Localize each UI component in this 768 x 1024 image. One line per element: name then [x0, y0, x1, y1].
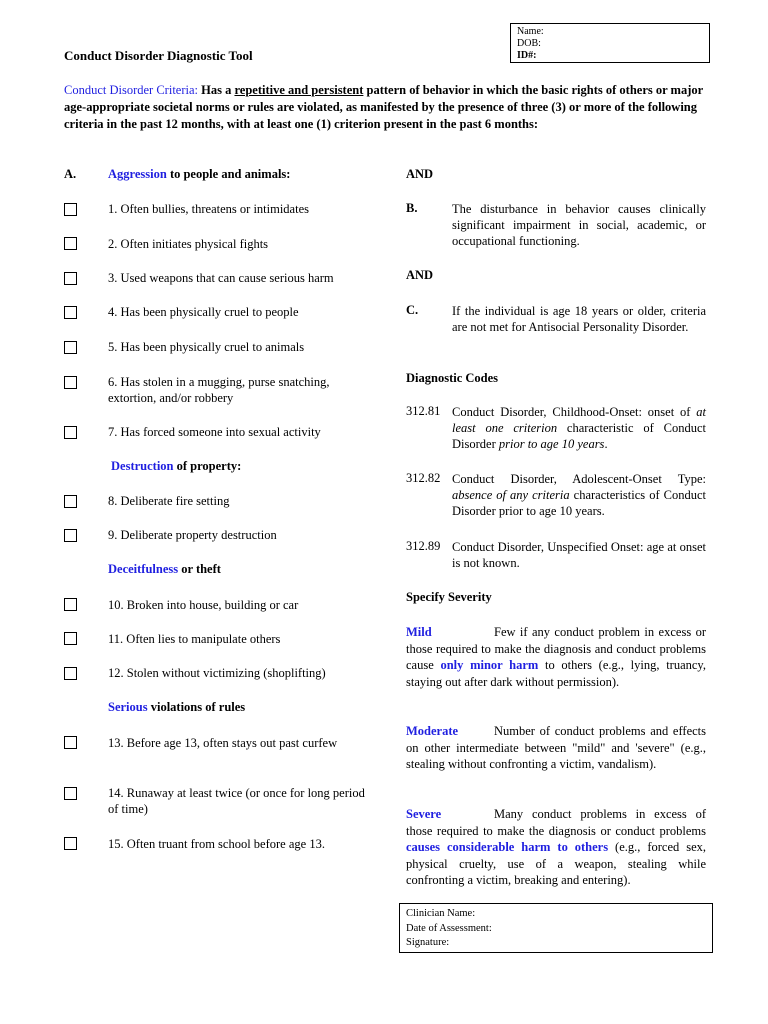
- patient-id-box: [510, 23, 710, 63]
- and-label: AND: [406, 167, 434, 181]
- section-a-letter: A.: [64, 167, 77, 181]
- criterion-item: 2. Often initiates physical fights: [108, 237, 269, 251]
- checkbox-5[interactable]: [64, 341, 77, 354]
- checkbox-8[interactable]: [64, 495, 77, 508]
- criterion-item: 8. Deliberate fire setting: [108, 494, 230, 508]
- category-destruction: Destruction of property:: [111, 459, 242, 473]
- checkbox-6[interactable]: [64, 376, 77, 389]
- criterion-item: 3. Used weapons that can cause serious harm: [108, 271, 334, 285]
- severity-mild-label: Mild: [406, 625, 432, 639]
- criterion-item: 10. Broken into house, building or car: [108, 598, 299, 612]
- id-field[interactable]: ID#:: [517, 50, 537, 61]
- severity-moderate: Moderate Number of conduct problems and effects on other intermediate between "mild" and 'severe" (e.g., stealing without confronting a victim, vandalism).: [406, 724, 706, 771]
- checkbox-13[interactable]: [64, 736, 77, 749]
- dob-field[interactable]: DOB:: [517, 38, 541, 49]
- assessment-date-field[interactable]: Date of Assessment:: [406, 922, 492, 934]
- diagnostic-code-text: Conduct Disorder, Unspecified Onset: age at onset is not known.: [452, 540, 706, 570]
- severity-mild: Mild Few if any conduct problem in excess or those required to make the diagnosis and conduct problems cause only minor harm to others (e.g., lying, truancy, staying out after dark without permission).: [406, 625, 706, 689]
- category-serious: Serious violations of rules: [108, 700, 246, 714]
- diagnostic-code: 312.89: [406, 539, 441, 553]
- criterion-item: 11. Often lies to manipulate others: [108, 632, 281, 646]
- checkbox-12[interactable]: [64, 667, 77, 680]
- section-a-heading: Aggression to people and animals:: [108, 167, 291, 181]
- signature-field[interactable]: Signature:: [406, 937, 450, 948]
- page-title: Conduct Disorder Diagnostic Tool: [64, 48, 253, 63]
- checkbox-11[interactable]: [64, 632, 77, 645]
- criterion-item: 14. Runaway at least twice (or once for long period of time): [108, 786, 365, 816]
- checkbox-7[interactable]: [64, 426, 77, 439]
- criterion-c-text: If the individual is age 18 years or older, criteria are not met for Antisocial Personality Disorder.: [452, 304, 706, 334]
- diagnostic-codes-heading: Diagnostic Codes: [406, 371, 499, 385]
- criteria-lead: Conduct Disorder Criteria:: [64, 83, 198, 97]
- criteria-intro: Conduct Disorder Criteria: Has a repetitive and persistent pattern of behavior in which the basic rights of others or major age-appropriate societal norms or rules are violated, as manifested by the presence of three (3) or more of the following criteria in the past 12 months, with at least one (1) criterion present in the past 6 months:: [64, 83, 703, 131]
- criteria-emphasis: repetitive and persistent: [234, 83, 364, 97]
- checkbox-15[interactable]: [64, 837, 77, 850]
- diagnostic-code-text: Conduct Disorder, Adolescent-Onset Type: absence of any criteria characteristics of Conduct Disorder prior to age 10 years.: [452, 472, 706, 518]
- criterion-item: 12. Stolen without victimizing (shoplifting): [108, 666, 326, 680]
- checkbox-9[interactable]: [64, 529, 77, 542]
- criterion-item: 5. Has been physically cruel to animals: [108, 340, 305, 354]
- criterion-item: 6. Has stolen in a mugging, purse snatching, extortion, and/or robbery: [108, 375, 330, 405]
- severity-moderate-label: Moderate: [406, 724, 459, 738]
- criterion-item: 15. Often truant from school before age 13.: [108, 837, 325, 851]
- clinician-box: [399, 903, 713, 953]
- criterion-item: 9. Deliberate property destruction: [108, 528, 277, 542]
- criterion-b-letter: B.: [406, 201, 418, 215]
- name-field[interactable]: Name:: [517, 26, 544, 37]
- severity-heading: Specify Severity: [406, 590, 492, 604]
- diagnostic-code: 312.81: [406, 404, 441, 418]
- checkbox-2[interactable]: [64, 237, 77, 250]
- checkbox-14[interactable]: [64, 787, 77, 800]
- criterion-b-text: The disturbance in behavior causes clinically significant impairment in social, academic, or occupational functioning.: [452, 202, 706, 248]
- criterion-c-letter: C.: [406, 303, 419, 317]
- checkbox-1[interactable]: [64, 203, 77, 216]
- checkbox-10[interactable]: [64, 598, 77, 611]
- severity-severe-label: Severe: [406, 807, 442, 821]
- and-label: AND: [406, 268, 434, 282]
- checkbox-3[interactable]: [64, 272, 77, 285]
- criterion-item: 7. Has forced someone into sexual activity: [108, 425, 321, 439]
- criterion-item: 1. Often bullies, threatens or intimidates: [108, 202, 309, 216]
- clinician-name-field[interactable]: Clinician Name:: [406, 908, 476, 919]
- diagnostic-code-text: Conduct Disorder, Childhood-Onset: onset of at least one criterion characteristic of Conduct Disorder prior to age 10 years.: [452, 405, 706, 451]
- criterion-item: 4. Has been physically cruel to people: [108, 305, 299, 319]
- criterion-item: 13. Before age 13, often stays out past curfew: [108, 736, 338, 750]
- category-deceitfulness: Deceitfulness or theft: [108, 562, 221, 576]
- diagnostic-code: 312.82: [406, 471, 441, 485]
- severity-severe: Severe Many conduct problems in excess of those required to make the diagnosis or conduct problems causes considerable harm to others (e.g., forced sex, physical cruelty, use of a weapon, stealing while confronting a victim, breaking and entering).: [406, 807, 706, 887]
- checkbox-4[interactable]: [64, 306, 77, 319]
